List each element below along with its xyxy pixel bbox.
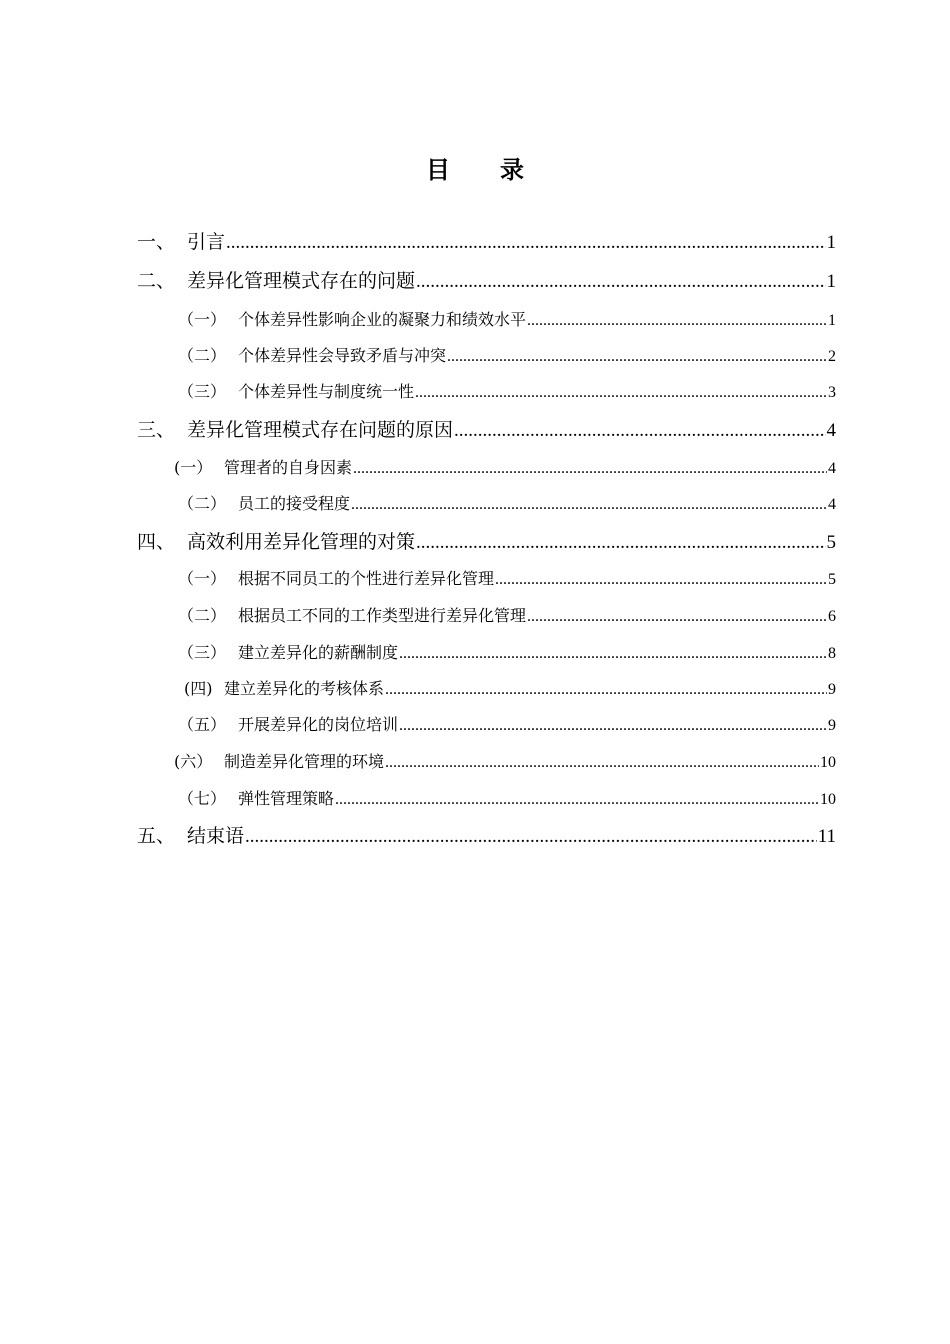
- toc-entry-4-1[interactable]: [178, 568, 836, 590]
- toc-number: 三、: [137, 419, 176, 441]
- toc-number: （三）: [178, 382, 227, 401]
- toc-entry-4-4[interactable]: [184, 678, 836, 700]
- toc-entry-3-2[interactable]: [178, 493, 836, 515]
- toc-number: (六）: [174, 752, 213, 771]
- toc-entry-4-6[interactable]: [174, 751, 836, 773]
- toc-number: 四、: [137, 531, 176, 553]
- toc-text: 高效利用差异化管理的对策: [187, 531, 416, 553]
- toc-page-number: 11: [817, 826, 836, 847]
- toc-entry-2-3[interactable]: [178, 381, 836, 403]
- dot-leader: [416, 269, 825, 295]
- toc-number: 五、: [137, 825, 176, 847]
- toc-page-number: 10: [820, 754, 836, 771]
- toc-page-number: 1: [826, 271, 836, 292]
- dot-leader: [527, 606, 827, 628]
- toc-number: （七）: [178, 789, 227, 808]
- toc-text: 根据员工不同的工作类型进行差异化管理: [238, 606, 527, 625]
- toc-page-number: 10: [820, 791, 836, 808]
- toc-text: 建立差异化的薪酬制度: [238, 643, 399, 662]
- toc-number: （二）: [178, 606, 227, 625]
- toc-entry-4[interactable]: [137, 529, 836, 555]
- toc-entry-3[interactable]: [137, 417, 836, 443]
- toc-entry-2-2[interactable]: [178, 345, 836, 367]
- toc-entry-2[interactable]: [137, 268, 836, 294]
- title-char-1: 目: [426, 156, 450, 184]
- toc-page-number: 5: [828, 571, 836, 588]
- toc-entry-4-3[interactable]: [178, 642, 836, 664]
- toc-entry-3-1[interactable]: [174, 457, 836, 479]
- toc-number: 二、: [137, 270, 176, 292]
- toc-page-number: 4: [828, 496, 836, 513]
- toc-text: 管理者的自身因素: [224, 458, 353, 477]
- toc-page-number: 8: [828, 645, 836, 662]
- toc-entry-2-1[interactable]: [178, 309, 836, 331]
- dot-leader: [245, 824, 817, 850]
- toc-number: （五）: [178, 715, 227, 734]
- toc-entry-1[interactable]: [137, 229, 836, 255]
- dot-leader: [385, 679, 827, 701]
- dot-leader: [495, 569, 827, 591]
- dot-leader: [527, 310, 827, 332]
- dot-leader: [416, 530, 825, 556]
- toc-text: 差异化管理模式存在的问题: [187, 270, 416, 292]
- toc-text: 差异化管理模式存在问题的原因: [187, 419, 454, 441]
- dot-leader: [454, 418, 825, 444]
- toc-page-number: 9: [828, 717, 836, 734]
- toc-number: （二）: [178, 346, 227, 365]
- toc-text: 引言: [187, 231, 226, 253]
- toc-text: 建立差异化的考核体系: [224, 679, 385, 698]
- dot-leader: [447, 346, 827, 368]
- page-title: [0, 150, 950, 185]
- toc-number: (一）: [174, 458, 213, 477]
- toc-text: 个体差异性会导致矛盾与冲突: [238, 346, 447, 365]
- toc-text: 制造差异化管理的环境: [224, 752, 385, 771]
- toc-text: 结束语: [187, 825, 245, 847]
- toc-number: 一、: [137, 231, 176, 253]
- title-char-2: 录: [500, 156, 524, 184]
- dot-leader: [351, 494, 827, 516]
- toc-page-number: 2: [828, 348, 836, 365]
- toc-text: 员工的接受程度: [238, 494, 351, 513]
- toc-number: （二）: [178, 494, 227, 513]
- dot-leader: [335, 789, 819, 811]
- toc-page-number: 9: [828, 681, 836, 698]
- toc-entry-4-7[interactable]: [178, 788, 836, 810]
- toc-page-number: 4: [828, 460, 836, 477]
- toc-text: 个体差异性影响企业的凝聚力和绩效水平: [238, 310, 527, 329]
- toc-text: 开展差异化的岗位培训: [238, 715, 399, 734]
- toc-entry-4-2[interactable]: [178, 605, 836, 627]
- toc-text: 弹性管理策略: [238, 789, 335, 808]
- dot-leader: [399, 643, 827, 665]
- toc-page-number: 5: [826, 532, 836, 553]
- toc-number: （三）: [178, 643, 227, 662]
- dot-leader: [226, 230, 825, 256]
- toc-entry-4-5[interactable]: [178, 714, 836, 736]
- toc-page-number: 1: [826, 232, 836, 253]
- toc-page-number: 3: [828, 384, 836, 401]
- toc-number: （一）: [178, 569, 227, 588]
- toc-page-number: 4: [826, 420, 836, 441]
- dot-leader: [415, 382, 827, 404]
- toc-entry-5[interactable]: [137, 823, 836, 849]
- dot-leader: [399, 715, 827, 737]
- toc-page-number: 1: [828, 312, 836, 329]
- toc-text: 根据不同员工的个性进行差异化管理: [238, 569, 495, 588]
- toc-number: （一）: [178, 310, 227, 329]
- dot-leader: [353, 458, 827, 480]
- toc-text: 个体差异性与制度统一性: [238, 382, 415, 401]
- toc-number: (四): [184, 679, 213, 698]
- toc-page-number: 6: [828, 608, 836, 625]
- dot-leader: [385, 752, 819, 774]
